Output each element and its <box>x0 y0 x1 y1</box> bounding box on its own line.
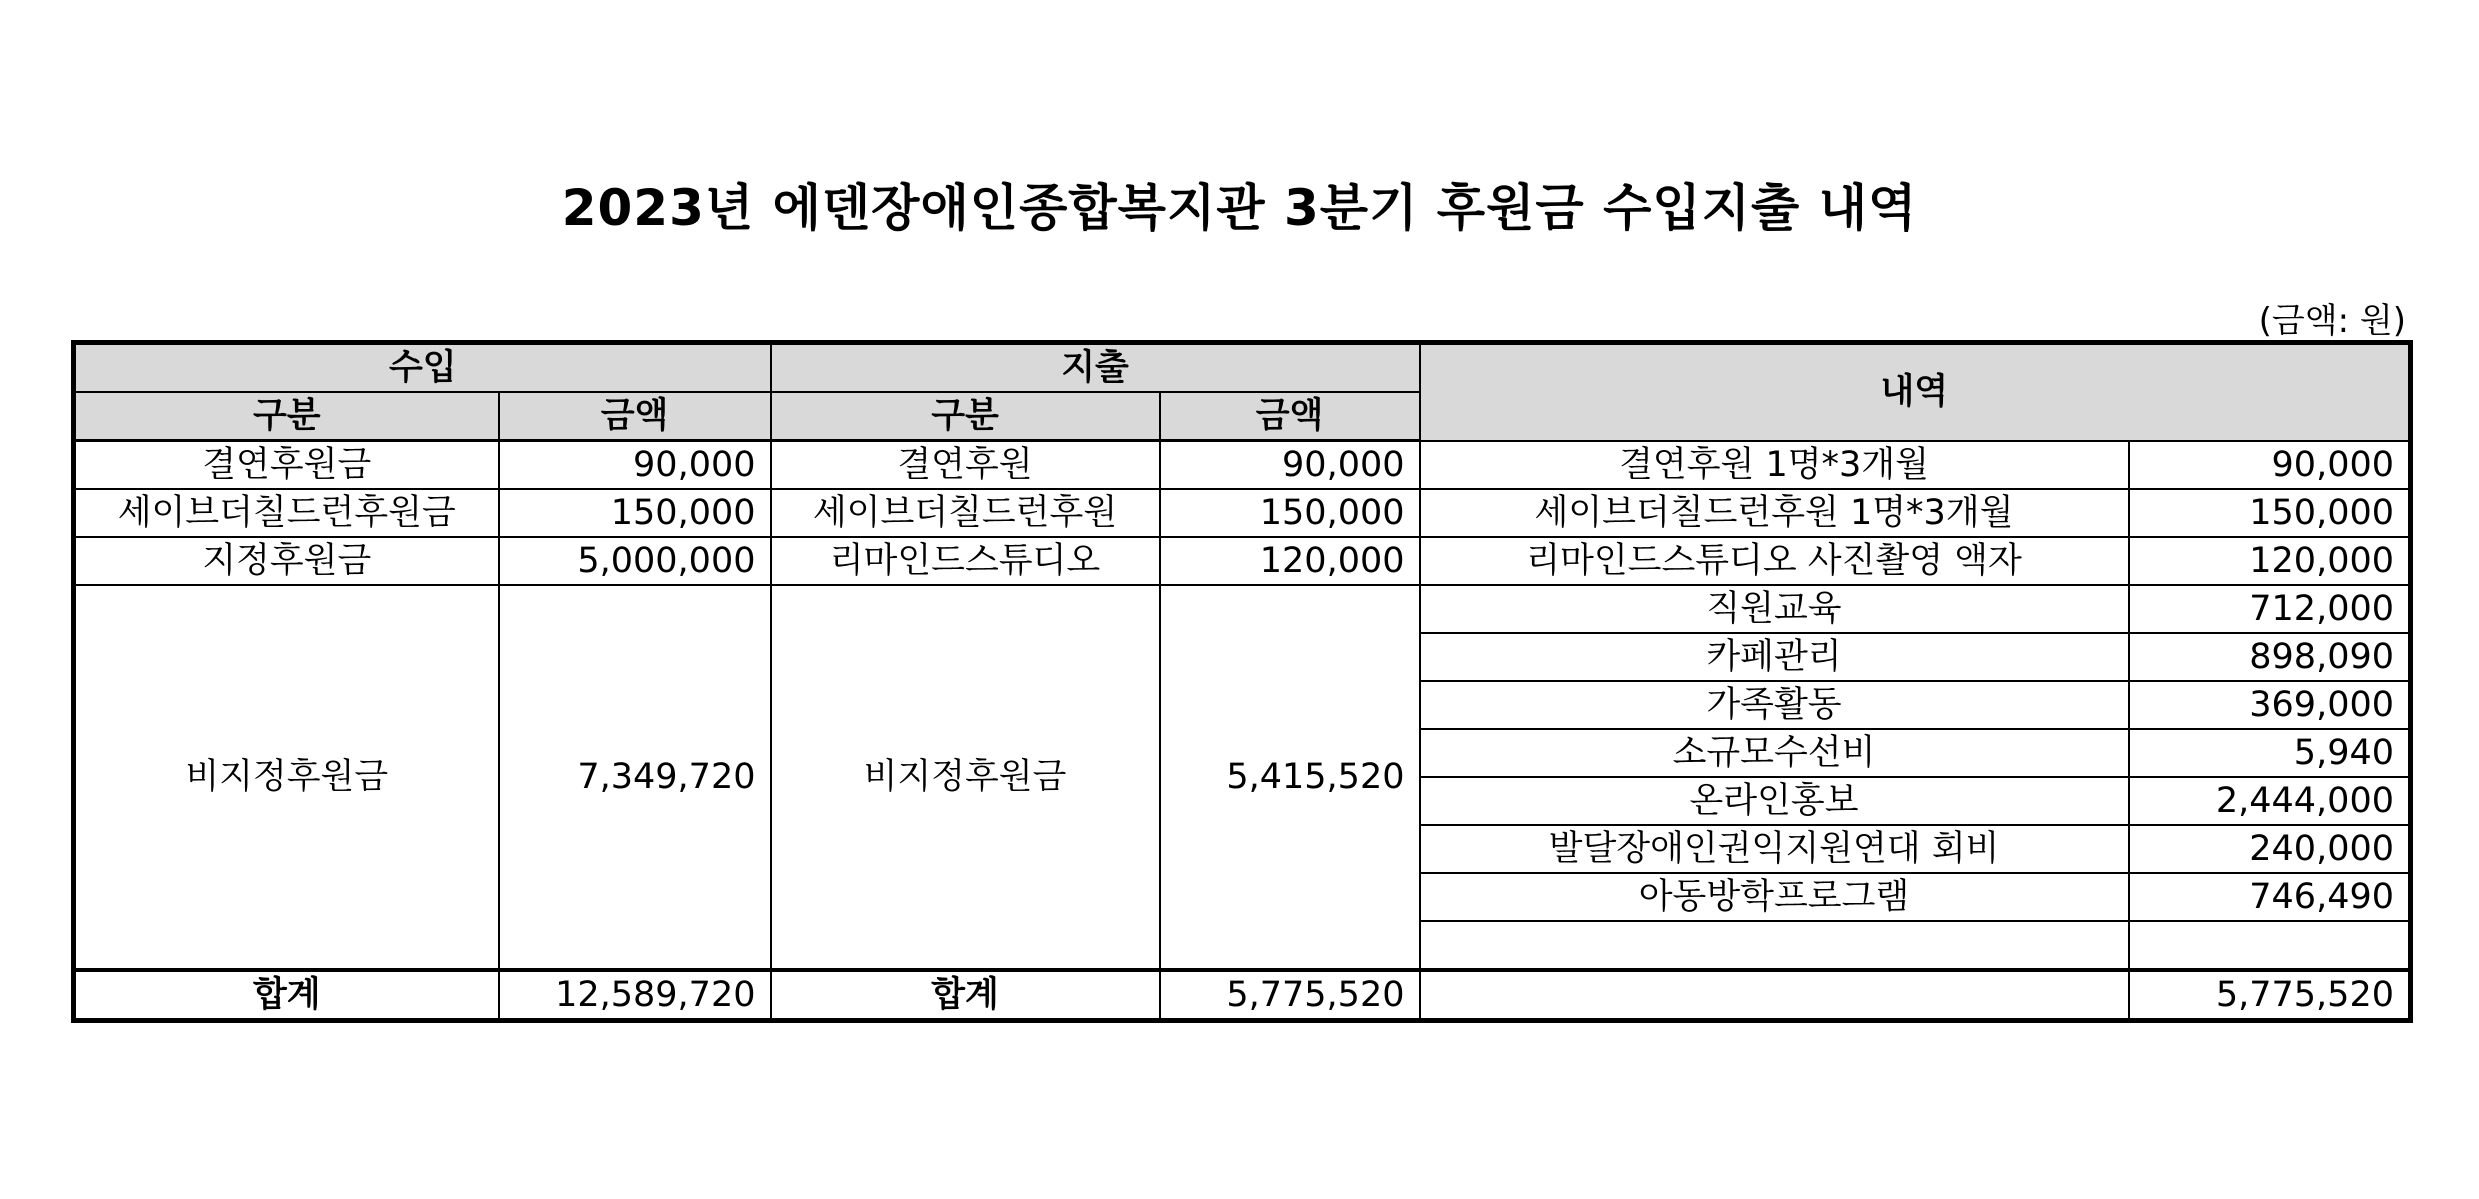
income-amount: 150,000 <box>499 489 771 537</box>
table-row <box>74 489 2411 537</box>
donation-report-table <box>71 340 2413 1023</box>
expense-amount: 5,415,520 <box>1160 585 1420 970</box>
income-category: 비지정후원금 <box>74 585 499 970</box>
expense-category: 세이브더칠드런후원 <box>771 489 1160 537</box>
detail-item: 직원교육 <box>1420 585 2129 633</box>
expense-category: 비지정후원금 <box>771 585 1160 970</box>
income-amount: 5,000,000 <box>499 537 771 585</box>
detail-item: 세이브더칠드런후원 1명*3개월 <box>1420 489 2129 537</box>
expense-header: 지출 <box>771 343 1420 393</box>
detail-amount: 712,000 <box>2129 585 2411 633</box>
total-row <box>74 970 2411 1021</box>
detail-amount: 120,000 <box>2129 537 2411 585</box>
detail-item: 카페관리 <box>1420 633 2129 681</box>
detail-total-amount: 5,775,520 <box>2129 970 2411 1021</box>
detail-item <box>1420 921 2129 970</box>
detail-amount: 898,090 <box>2129 633 2411 681</box>
expense-amount: 90,000 <box>1160 441 1420 490</box>
expense-total-amount: 5,775,520 <box>1160 970 1420 1021</box>
detail-amount: 5,940 <box>2129 729 2411 777</box>
detail-item: 가족활동 <box>1420 681 2129 729</box>
detail-item: 리마인드스튜디오 사진촬영 액자 <box>1420 537 2129 585</box>
expense-category: 결연후원 <box>771 441 1160 490</box>
income-amount: 90,000 <box>499 441 771 490</box>
income-header: 수입 <box>74 343 771 393</box>
detail-total-item <box>1420 970 2129 1021</box>
detail-amount: 240,000 <box>2129 825 2411 873</box>
income-category: 세이브더칠드런후원금 <box>74 489 499 537</box>
detail-amount: 90,000 <box>2129 441 2411 490</box>
detail-item: 아동방학프로그램 <box>1420 873 2129 921</box>
table-row <box>74 537 2411 585</box>
page-title: 2023년 에덴장애인종합복지관 3분기 후원금 수입지출 내역 <box>561 179 1918 237</box>
expense-amount: 120,000 <box>1160 537 1420 585</box>
detail-amount: 746,490 <box>2129 873 2411 921</box>
expense-total-label: 합계 <box>771 970 1160 1021</box>
income-amount: 7,349,720 <box>499 585 771 970</box>
detail-item: 결연후원 1명*3개월 <box>1420 441 2129 490</box>
detail-header: 내역 <box>1420 343 2411 441</box>
detail-amount: 2,444,000 <box>2129 777 2411 825</box>
expense-category-header: 구분 <box>771 392 1160 441</box>
income-category: 결연후원금 <box>74 441 499 490</box>
expense-amount: 150,000 <box>1160 489 1420 537</box>
detail-item: 소규모수선비 <box>1420 729 2129 777</box>
income-total-amount: 12,589,720 <box>499 970 771 1021</box>
income-total-label: 합계 <box>74 970 499 1021</box>
table-row <box>74 585 2411 633</box>
expense-amount-header: 금액 <box>1160 392 1420 441</box>
table-row <box>74 441 2411 490</box>
income-amount-header: 금액 <box>499 392 771 441</box>
detail-amount <box>2129 921 2411 970</box>
income-category: 지정후원금 <box>74 537 499 585</box>
income-category-header: 구분 <box>74 392 499 441</box>
detail-amount: 369,000 <box>2129 681 2411 729</box>
expense-category: 리마인드스튜디오 <box>771 537 1160 585</box>
header-row-1 <box>74 343 2411 393</box>
detail-item: 온라인홍보 <box>1420 777 2129 825</box>
detail-item: 발달장애인권익지원연대 회비 <box>1420 825 2129 873</box>
unit-note: (금액: 원) <box>2258 301 2406 341</box>
detail-amount: 150,000 <box>2129 489 2411 537</box>
